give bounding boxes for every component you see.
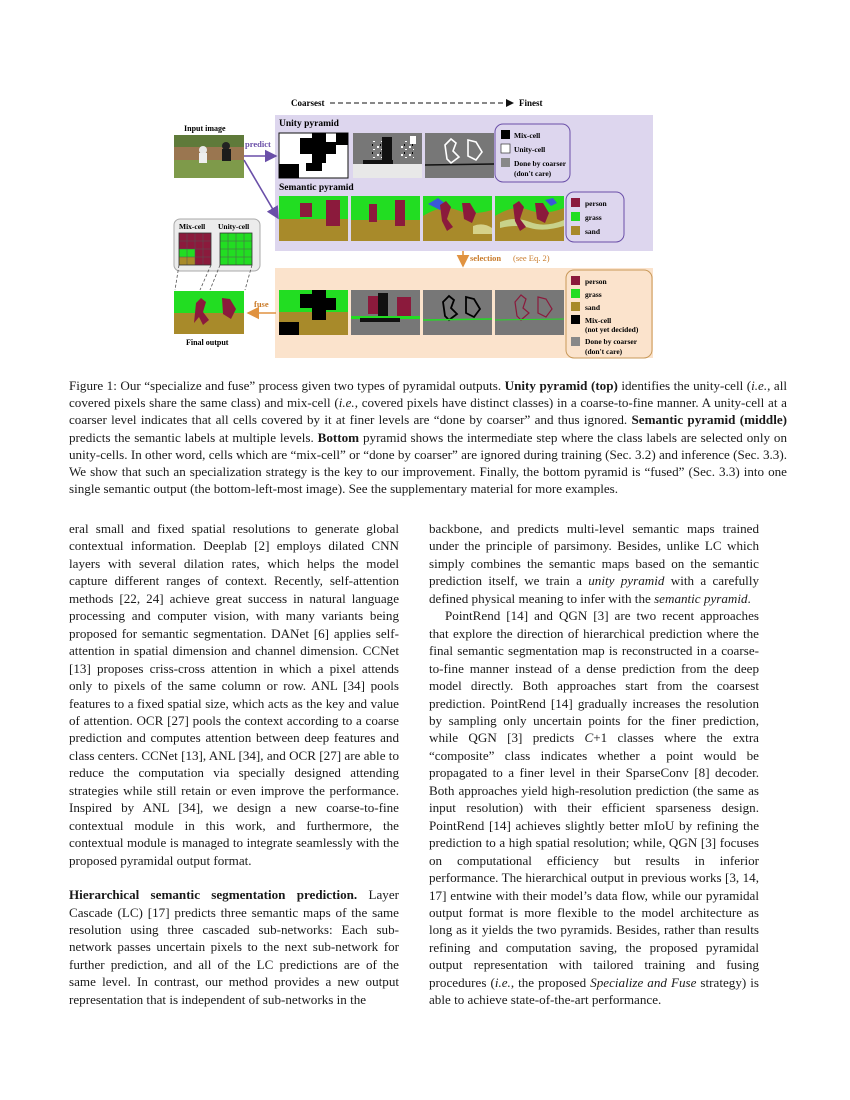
see-eq-label: (see Eq. 2)	[513, 253, 550, 263]
semantic-legend	[566, 192, 624, 242]
bottom-legend-not-decided: (not yet decided)	[585, 325, 639, 334]
left-column	[69, 520, 399, 1008]
unity-level-3	[425, 133, 494, 178]
input-photo	[174, 135, 244, 178]
selected-level-4	[495, 290, 564, 335]
unity-pyramid-title: Unity pyramid	[279, 119, 339, 129]
left-paragraph-2: Hierarchical semantic segmentation prediction. Layer Cascade (LC) [17] predicts three semantic maps of the same resolution using three cascaded sub-networks: Each sub-network passes uncertain pixels to the next sub-network for further prediction, and all of the LC predictions are of the same level. In contrast, our method provides a new output representation that is independent of sub-networks in the	[69, 887, 399, 1007]
bottom-legend-person: person	[585, 277, 607, 286]
figure-1	[0, 0, 850, 372]
mix-cell-label: Mix-cell	[179, 222, 206, 231]
legend-dont-care: (don't care)	[514, 169, 552, 178]
section-heading: Hierarchical semantic segmentation prediction.	[69, 887, 358, 903]
final-output-image	[174, 291, 244, 334]
left-paragraph-1: eral small and fixed spatial resolutions to generate global contextual information. Deeplab [2] employs dilated CNN layers with several dilation rates, which helps the model capture different ranges of context. Recently, self-attention methods [22, 24] achieve great success in natural language processing and computer vision, with many variants being proposed for semantic segmentation. DANet [6] applies self-attention in spatial dimension and channel dimension. CCNet [13] proposes criss-cross attention in which a pixel attends only to pixels of the same column or row. ANL [34] pools features to a fixed spatial size, which acts as the key and value of attention. OCR [27] pools the context according to a coarse prediction and computes attention between deep features and class centers. CCNet [13], ANL [34], and OCR [27] are able to reduce the computation via specially designed attending strategies while still retain or even improve the performance. Inspired by ANL [34], we design a new coarse-to-fine contextual module in this work, and furthermore, the contextual module is managed to integrate seamlessly with the proposed pyramidal output format.	[69, 521, 399, 868]
semantic-level-4	[495, 196, 564, 241]
bottom-legend-dont-care: (don't care)	[585, 347, 623, 356]
legend-done-by-coarser: Done by coarser	[514, 159, 567, 168]
bottom-legend-mix-cell: Mix-cell	[585, 316, 612, 325]
legend-person: person	[585, 199, 607, 208]
selected-level-3	[423, 290, 492, 335]
predict-label: predict	[245, 139, 271, 149]
mix-cell-grid	[179, 233, 211, 265]
semantic-level-2	[351, 196, 420, 241]
cell-inset	[174, 219, 260, 290]
semantic-level-1	[279, 196, 348, 241]
legend-mix-cell: Mix-cell	[514, 131, 541, 140]
bottom-legend-sand: sand	[585, 303, 601, 312]
legend-grass: grass	[585, 213, 602, 222]
unity-level-2	[353, 133, 422, 178]
axis-finest: Finest	[519, 98, 543, 108]
legend-unity-cell: Unity-cell	[514, 145, 546, 154]
bottom-legend-grass: grass	[585, 290, 602, 299]
predict-arrow-bottom	[244, 160, 278, 218]
right-paragraph-2: PointRend [14] and QGN [3] are two recent approaches that explore the direction of hierarchical prediction where the final semantic segmentation map is reconstructed in a coarse-to-fine manner instead of a dense prediction from the deep model directly. Both approaches start from the coarsest prediction. PointRend [14] gradually increases the resolution by sampling only uncertain points for the finer prediction, while QGN [3] predicts C+1 classes where the extra “composite” class indicates whether a point would be propagated to a finer level in their SparseConv [8] decoder. Both approaches yield high-resolution prediction (the same as input resolution) with their efficient sparseness design. PointRend [14] achieves slightly better mIoU by refining the prediction to a high spatial resolution; while, QGN [3] focuses on computational efficiency but results in inferior performance. The hierarchical output in previous works [3, 14, 17] entwine with their model’s data flow, while our pyramidal output format is more flexible to the model architecture as long as it yields the two pyramids. Besides, rather than results refining and computation saving, the proposed pyramidal output representation with tailored training and fusing procedures (i.e., the proposed Specialize and Fuse strategy) is able to achieve state-of-the-art performance.	[429, 608, 759, 1008]
axis-coarsest: Coarsest	[291, 98, 325, 108]
input-image-label: Input image	[184, 124, 226, 133]
semantic-pyramid-title: Semantic pyramid	[279, 183, 354, 193]
semantic-level-3	[423, 196, 492, 241]
unity-cell-grid	[220, 233, 252, 265]
unity-cell-label: Unity-cell	[218, 222, 250, 231]
legend-sand: sand	[585, 227, 601, 236]
selected-level-1	[279, 290, 348, 335]
unity-legend	[495, 124, 570, 182]
fuse-label: fuse	[254, 299, 269, 309]
right-paragraph-1: backbone, and predicts multi-level semantic maps trained under the principle of parsimony. Besides, unlike LC which simply combines the semantic maps based on the semantic prediction itself, we train a unity pyramid with a carefully defined physical meaning to infer with the semantic pyramid.	[429, 521, 759, 606]
selection-label: selection	[470, 253, 502, 263]
figure-caption: Figure 1: Our “specialize and fuse” process given two types of pyramidal outputs. Unity pyramid (top) identifies the unity-cell (i.e., all covered pixels share the same class) and mix-cell (i.e., covered pixels have distinct classes) in a coarse-to-fine manner. A unity-cell at a coarser level indicates that all cells covered by it at finer levels are “done by coarser” and thus ignored. Semantic pyramid (middle) predicts the semantic labels at multiple levels. Bottom pyramid shows the intermediate step where the class labels are selected only on unity-cells. In other word, cells which are “mix-cell” or “done by coarser” are ignored during training (Sec. 3.2) and inference (Sec. 3.3). We show that such an specialization strategy is the key to our improvement. Finally, the bottom pyramid is “fused” (Sec. 3.3) into one single semantic output (the bottom-left-most image). See the supplementary material for more examples.	[69, 378, 788, 497]
bottom-legend	[566, 270, 652, 358]
selected-level-2	[351, 290, 420, 335]
right-column	[429, 520, 759, 1009]
unity-level-1	[279, 133, 348, 178]
final-output-label: Final output	[186, 338, 229, 347]
bottom-legend-done-by-coarser: Done by coarser	[585, 337, 638, 346]
